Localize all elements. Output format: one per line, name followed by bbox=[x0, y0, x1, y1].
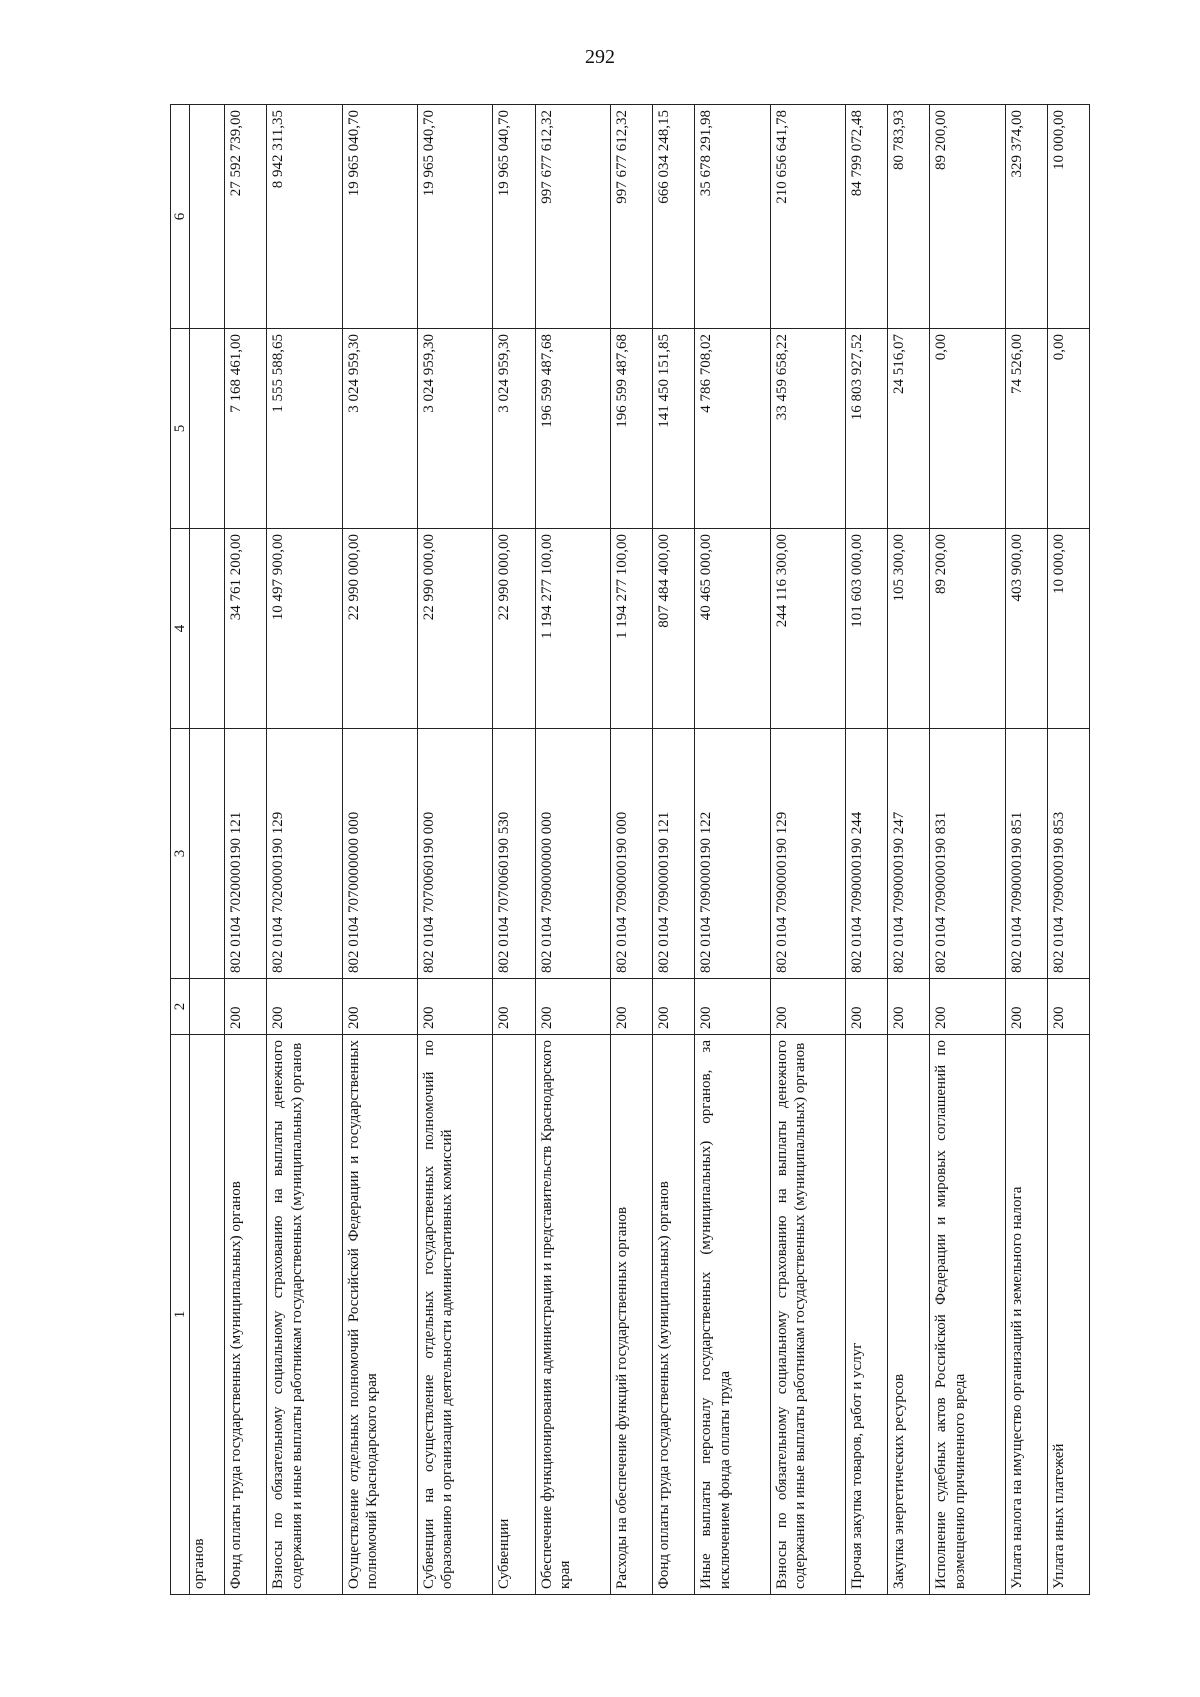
row-rest-amount: 27 592 739,00 bbox=[225, 105, 267, 329]
row-plan-amount: 807 484 400,00 bbox=[653, 529, 695, 729]
row-code: 200 bbox=[653, 979, 695, 1035]
table-row bbox=[610, 105, 652, 1595]
column-header: 4 bbox=[171, 529, 190, 729]
row-kbk: 802 0104 7090000190 122 bbox=[695, 729, 770, 979]
row-rest-amount: 666 034 248,15 bbox=[653, 105, 695, 329]
row-name: Уплата налога на имущество организаций и земельного налога bbox=[1005, 1035, 1047, 1595]
row-rest-amount: 89 200,00 bbox=[930, 105, 1005, 329]
row-fact-amount: 7 168 461,00 bbox=[225, 329, 267, 529]
row-fact-amount: 3 024 959,30 bbox=[418, 329, 493, 529]
row-rest-amount: 997 677 612,32 bbox=[610, 105, 652, 329]
row-fact-amount: 3 024 959,30 bbox=[493, 329, 535, 529]
row-name: Иные выплаты персоналу государственных (муниципальных) органов, за исключением фонда оплаты труда bbox=[695, 1035, 770, 1595]
row-kbk: 802 0104 7090000190 000 bbox=[610, 729, 652, 979]
row-plan-amount: 22 990 000,00 bbox=[418, 529, 493, 729]
row-kbk: 802 0104 7090000190 247 bbox=[888, 729, 930, 979]
row-name: Осуществление отдельных полномочий Российской Федерации и государственных полномочий Краснодарского края bbox=[342, 1035, 417, 1595]
row-fact-amount: 0,00 bbox=[1047, 329, 1089, 529]
row-code: 200 bbox=[535, 979, 610, 1035]
row-kbk: 802 0104 7090000000 000 bbox=[535, 729, 610, 979]
row-plan-amount: 105 300,00 bbox=[888, 529, 930, 729]
row-code: 200 bbox=[267, 979, 342, 1035]
row-rest-amount: 10 000,00 bbox=[1047, 105, 1089, 329]
row-code: 200 bbox=[930, 979, 1005, 1035]
row-fact-amount: 196 599 487,68 bbox=[610, 329, 652, 529]
row-code: 200 bbox=[845, 979, 887, 1035]
row-kbk: 802 0104 7090000190 129 bbox=[770, 729, 845, 979]
table-row bbox=[1047, 105, 1089, 1595]
row-plan-amount: 10 497 900,00 bbox=[267, 529, 342, 729]
table-row bbox=[535, 105, 610, 1595]
row-name: Взносы по обязательному социальному страхованию на выплаты денежного содержания и иные выплаты работникам государственных (муниципальных) органов bbox=[267, 1035, 342, 1595]
row-name: Уплата иных платежей bbox=[1047, 1035, 1089, 1595]
row-plan-amount: 40 465 000,00 bbox=[695, 529, 770, 729]
table-body bbox=[190, 105, 1090, 1595]
table-row bbox=[342, 105, 417, 1595]
row-kbk: 802 0104 7070000000 000 bbox=[342, 729, 417, 979]
table-row bbox=[267, 105, 342, 1595]
row-kbk: 802 0104 7020000190 121 bbox=[225, 729, 267, 979]
row-rest-amount: 997 677 612,32 bbox=[535, 105, 610, 329]
column-header: 3 bbox=[171, 729, 190, 979]
table-row bbox=[418, 105, 493, 1595]
table-row bbox=[1005, 105, 1047, 1595]
table-row bbox=[770, 105, 845, 1595]
page-number: 292 bbox=[585, 46, 615, 68]
row-plan-amount: 1 194 277 100,00 bbox=[535, 529, 610, 729]
column-header: 1 bbox=[171, 1035, 190, 1595]
table-row bbox=[493, 105, 535, 1595]
row-name: Обеспечение функционирования администрации и представительств Краснодарского края bbox=[535, 1035, 610, 1595]
row-name: Исполнение судебных актов Российской Федерации и мировых соглашений по возмещению причиненного вреда bbox=[930, 1035, 1005, 1595]
row-code: 200 bbox=[770, 979, 845, 1035]
row-fact-amount: 74 526,00 bbox=[1005, 329, 1047, 529]
row-rest-amount: 210 656 641,78 bbox=[770, 105, 845, 329]
table-row bbox=[930, 105, 1005, 1595]
row-name: Закупка энергетических ресурсов bbox=[888, 1035, 930, 1595]
row-plan-amount: 101 603 000,00 bbox=[845, 529, 887, 729]
row-code: 200 bbox=[1047, 979, 1089, 1035]
row-rest-amount: 19 965 040,70 bbox=[418, 105, 493, 329]
row-rest-amount: 8 942 311,35 bbox=[267, 105, 342, 329]
row-name: Взносы по обязательному социальному страхованию на выплаты денежного содержания и иные выплаты работникам государственных (муниципальных) органов bbox=[770, 1035, 845, 1595]
row-plan-amount: 244 116 300,00 bbox=[770, 529, 845, 729]
row-rest-amount: 19 965 040,70 bbox=[342, 105, 417, 329]
row-kbk: 802 0104 7090000190 121 bbox=[653, 729, 695, 979]
row-name: Фонд оплаты труда государственных (муниципальных) органов bbox=[653, 1035, 695, 1595]
row-fact-amount: 0,00 bbox=[930, 329, 1005, 529]
row-rest-amount: 19 965 040,70 bbox=[493, 105, 535, 329]
row-kbk: 802 0104 7090000190 853 bbox=[1047, 729, 1089, 979]
row-kbk: 802 0104 7070060190 530 bbox=[493, 729, 535, 979]
row-plan-amount: 34 761 200,00 bbox=[225, 529, 267, 729]
row-plan-amount: 10 000,00 bbox=[1047, 529, 1089, 729]
row-kbk: 802 0104 7090000190 244 bbox=[845, 729, 887, 979]
row-code: 200 bbox=[888, 979, 930, 1035]
row-fact-amount: 3 024 959,30 bbox=[342, 329, 417, 529]
row-fact-amount: 33 459 658,22 bbox=[770, 329, 845, 529]
row-rest-amount: 80 783,93 bbox=[888, 105, 930, 329]
table-row bbox=[695, 105, 770, 1595]
row-kbk: 802 0104 7090000190 851 bbox=[1005, 729, 1047, 979]
row-plan-amount: 1 194 277 100,00 bbox=[610, 529, 652, 729]
row-rest-amount: 35 678 291,98 bbox=[695, 105, 770, 329]
row-fact-amount: 1 555 588,65 bbox=[267, 329, 342, 529]
row-code: 200 bbox=[610, 979, 652, 1035]
column-header: 6 bbox=[171, 105, 190, 329]
row-plan-amount: 403 900,00 bbox=[1005, 529, 1047, 729]
row-code: 200 bbox=[418, 979, 493, 1035]
table-row bbox=[225, 105, 267, 1595]
row-name: Расходы на обеспечение функций государственных органов bbox=[610, 1035, 652, 1595]
table-row bbox=[653, 105, 695, 1595]
row-fact-amount: 141 450 151,85 bbox=[653, 329, 695, 529]
row-code: 200 bbox=[225, 979, 267, 1035]
row-code: 200 bbox=[493, 979, 535, 1035]
row-code: 200 bbox=[1005, 979, 1047, 1035]
row-kbk: 802 0104 7090000190 831 bbox=[930, 729, 1005, 979]
column-number-row bbox=[171, 105, 190, 1595]
row-rest-amount: 329 374,00 bbox=[1005, 105, 1047, 329]
table-row bbox=[845, 105, 887, 1595]
row-name: Прочая закупка товаров, работ и услуг bbox=[845, 1035, 887, 1595]
column-header: 2 bbox=[171, 979, 190, 1035]
row-name: Фонд оплаты труда государственных (муниципальных) органов bbox=[225, 1035, 267, 1595]
column-header: 5 bbox=[171, 329, 190, 529]
row-kbk: 802 0104 7020000190 129 bbox=[267, 729, 342, 979]
row-code: 200 bbox=[342, 979, 417, 1035]
row-plan-amount: 89 200,00 bbox=[930, 529, 1005, 729]
rotated-table-wrapper bbox=[170, 105, 1090, 1595]
row-fact-amount: 4 786 708,02 bbox=[695, 329, 770, 529]
row-fact-amount: 24 516,07 bbox=[888, 329, 930, 529]
row-fact-amount: 16 803 927,52 bbox=[845, 329, 887, 529]
row-code: 200 bbox=[695, 979, 770, 1035]
row-kbk: 802 0104 7070060190 000 bbox=[418, 729, 493, 979]
continuation-text: органов bbox=[190, 1035, 225, 1595]
row-name: Субвенции на осуществление отдельных государственных полномочий по образованию и организации деятельности административных комиссий bbox=[418, 1035, 493, 1595]
row-plan-amount: 22 990 000,00 bbox=[493, 529, 535, 729]
budget-execution-table bbox=[170, 104, 1090, 1595]
row-fact-amount: 196 599 487,68 bbox=[535, 329, 610, 529]
continuation-row bbox=[190, 105, 225, 1595]
row-rest-amount: 84 799 072,48 bbox=[845, 105, 887, 329]
table-row bbox=[888, 105, 930, 1595]
row-name: Субвенции bbox=[493, 1035, 535, 1595]
row-plan-amount: 22 990 000,00 bbox=[342, 529, 417, 729]
